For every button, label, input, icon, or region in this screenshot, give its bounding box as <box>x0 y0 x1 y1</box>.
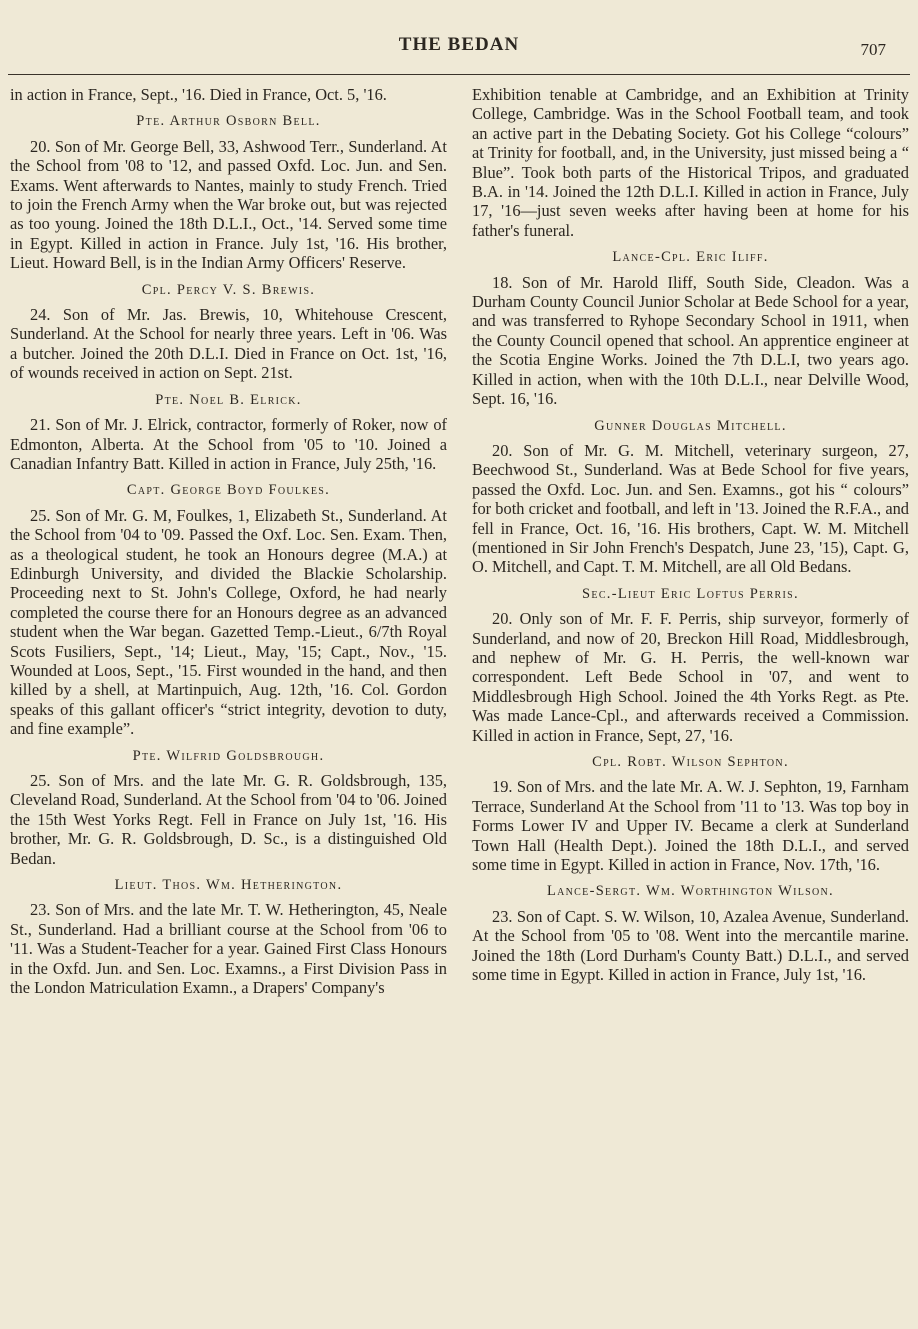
entry-title: Lance-Cpl. Eric Iliff. <box>612 249 769 266</box>
entry-title: Lieut. Thos. Wm. Hetherington. <box>114 877 343 894</box>
right-column <box>472 85 909 984</box>
entry-text: 20. Son of Mr. G. M. Mitchell, veterinary surgeon, 27, Beechwood St., Sunderland. Was at Bede School for five years, passed the Oxfd. Loc. Jun. and Sen. Examns., got his “ colours” for both cricket and football, and left in '13. Joined the R.F.A., and fell in France, Oct. 16, '16. His brothers, Capt. W. M. Mitchell (mentioned in Sir John French's Despatch, June 23, '15), Capt. G, O. Mitchell, and Capt. T. M. Mitchell, are all Old Bedans. <box>472 440 909 577</box>
entry-text: 18. Son of Mr. Harold Iliff, South Side, Cleadon. Was a Durham County Council Junior Scholar at Bede School for a year, and was transferred to Ryhope Secondary School in 1911, when the County Council opened that school. An apprentice engineer at the Scotia Engine Works. Joined the 7th D.L.I, two years ago. Killed in action, when with the 10th D.L.I., near Delville Wood, Sept. 16, '16. <box>472 272 909 409</box>
entry-text: 23. Son of Capt. S. W. Wilson, 10, Azalea Avenue, Sunderland. At the School from '05 to '08. Went into the mercantile marine. Joined the 18th (Lord Durham's County Batt.) D.L.I., and served some time in Egypt. Killed in action in France, July 1st, '16. <box>472 906 909 985</box>
running-title: THE BEDAN <box>398 34 520 55</box>
entry-text: 24. Son of Mr. Jas. Brewis, 10, Whitehouse Crescent, Sunderland. At the School for nearly three years. Left in '06. Was a butcher. Joined the 20th D.L.I. Died in France on Oct. 1st, '16, of wounds received in action on Sept. 21st. <box>10 305 447 383</box>
entry-title: Lance-Sergt. Wm. Worthington Wilson. <box>546 883 834 900</box>
entry-title: Capt. George Boyd Foulkes. <box>126 482 331 499</box>
entry-title: Sec.-Lieut Eric Loftus Perris. <box>582 585 799 602</box>
entry-text: 19. Son of Mrs. and the late Mr. A. W. J. Sephton, 19, Farnham Terrace, Sunderland At the School from '11 to '13. Was top boy in Forms Lower IV and Upper IV. Became a clerk at Sunderland Town Hall (Health Dept.). Joined the 18th D.L.I., and served some time in Egypt. Killed in action in France, Nov. 17th, '16. <box>472 777 909 875</box>
entry-title: Pte. Arthur Osborn Bell. <box>136 113 321 130</box>
continued-paragraph: in action in France, Sept., '16. Died in France, Oct. 5, '16. <box>10 85 387 104</box>
entry-text: 20. Son of Mr. George Bell, 33, Ashwood Terr., Sunderland. At the School from '08 to '12, and passed Oxfd. Loc. Jun. and Sen. Exams. Went afterwards to Nantes, mainly to study French. Tried to join the French Army when the War broke out, but was rejected as too young. Joined the 18th D.L.I., Oct., '14. Served some time in Egypt. Killed in action in France. July 1st, '16. His brother, Lieut. Howard Bell, is in the Indian Army Officers' Reserve. <box>10 136 447 273</box>
continued-paragraph: Exhibition tenable at Cambridge, and an Exhibition at Trinity College, Cambridge. Was in the School Football team, and took an active part in the Debating Society. Got his College “colours” at Trinity for football, and, in the University, just missed being a “ Blue”. Took both parts of the Historical Tripos, and graduated B.A. in '14. Joined the 12th D.L.I. Killed in action in France, July 17, '16—just seven weeks after having been at home for his father's funeral. <box>472 85 909 240</box>
page-header <box>0 0 918 74</box>
entry-title: Gunner Douglas Mitchell. <box>594 417 787 434</box>
entry-text: 23. Son of Mrs. and the late Mr. T. W. Hetherington, 45, Neale St., Sunderland. Had a brilliant course at the School from '06 to '11. Was a Student-Teacher for a year. Gained First Class Honours in the Oxfd. Jun. and Sen. Loc. Examns., a First Division Pass in the London Matriculation Examn., a Drapers' Company's <box>10 900 447 998</box>
entry-text: 25. Son of Mr. G. M, Foulkes, 1, Elizabeth St., Sunderland. At the School from '04 to '09. Passed the Oxf. Loc. Sen. Exam. Then, as a theological student, he took an Honours degree (M.A.) at Edinburgh University, and divided the Blackie Scholarship. Proceeding next to St. John's College, Oxford, he had nearly completed the course there for an Honours degree as an advanced student when the War began. Gazetted Temp.-Lieut., 6/7th Royal Scots Fusiliers, Sept., '14; Lieut., May, '15; Capt., Nov., '15. Wounded at Loos, Sept., '15. First wounded in the hand, and then killed by a shell, at Martinpuich, Aug. 12th, '16. Col. Gordon speaks of this gallant officer's “strict integrity, devotion to duty, and fine example”. <box>10 505 447 739</box>
entry-text: 25. Son of Mrs. and the late Mr. G. R. Goldsbrough, 135, Cleveland Road, Sunderland. At the School from '04 to '06. Joined the 15th West Yorks Regt. Fell in France on July 1st, '16. His brother, Mr. G. R. Goldsbrough, D. Sc., is a distinguished Old Bedan. <box>10 771 447 868</box>
entry-text: 21. Son of Mr. J. Elrick, contractor, formerly of Roker, now of Edmonton, Alberta. At the School from '05 to '10. Joined a Canadian Infantry Batt. Killed in action in France, July 25th, '16. <box>10 415 447 473</box>
left-column <box>10 85 447 997</box>
entry-title: Cpl. Robt. Wilson Sephton. <box>592 754 789 770</box>
entry-title: Pte. Wilfrid Goldsbrough. <box>132 747 325 764</box>
page-number: 707 <box>860 40 886 59</box>
entry-title: Cpl. Percy V. S. Brewis. <box>141 281 316 298</box>
header-rule <box>8 74 910 75</box>
entry-text: 20. Only son of Mr. F. F. Perris, ship surveyor, formerly of Sunderland, and now of 20, Breckon Hill Road, Middlesbrough, and nephew of Mr. G. H. Perris, the well-known war correspondent. Left Bede School in '07, and went to Middlesbrough High School. Joined the 4th Yorks Regt. as Pte. Was made Lance-Cpl., and afterwards received a Commission. Killed in action in France, Sept, 27, '16. <box>472 609 909 745</box>
entry-title: Pte. Noel B. Elrick. <box>155 391 302 408</box>
